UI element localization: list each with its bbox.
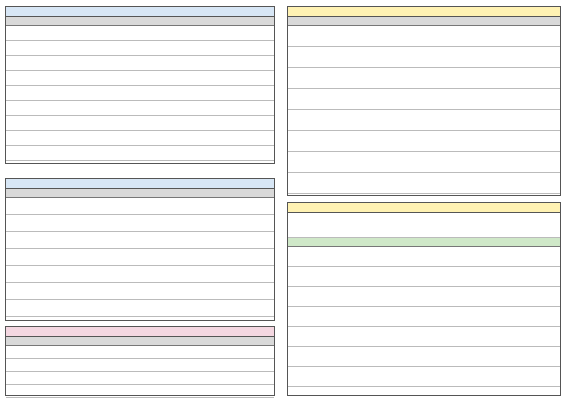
section-right-bottom-title	[288, 203, 560, 213]
section-left-middle-body	[6, 198, 274, 317]
table-row	[6, 249, 274, 266]
table-row	[6, 359, 274, 372]
table-row	[6, 86, 274, 101]
section-left-middle-title	[6, 179, 274, 189]
table-row	[6, 131, 274, 146]
table-row	[288, 68, 560, 89]
table-row	[6, 41, 274, 56]
table-row	[288, 26, 560, 47]
table-row	[288, 287, 560, 307]
section-left-middle-column-headers	[6, 189, 274, 198]
section-right-top-body	[288, 26, 560, 194]
table-row	[6, 198, 274, 215]
table-row	[288, 267, 560, 287]
table-row	[288, 367, 560, 387]
table-row	[6, 56, 274, 71]
section-left-top-body	[6, 26, 274, 161]
section-right-bottom-body	[288, 247, 560, 387]
table-row	[6, 385, 274, 398]
section-right-bottom	[287, 202, 561, 396]
section-left-bottom-column-headers	[6, 337, 274, 346]
table-row	[288, 152, 560, 173]
section-right-top-title	[288, 7, 560, 17]
section-right-bottom-intro	[288, 213, 560, 238]
table-row	[6, 26, 274, 41]
table-row	[288, 307, 560, 327]
section-right-top	[287, 6, 561, 196]
table-row	[6, 71, 274, 86]
section-left-top-title	[6, 7, 274, 17]
table-row	[288, 327, 560, 347]
section-left-bottom-body	[6, 346, 274, 398]
table-row	[6, 283, 274, 300]
section-left-top	[5, 6, 275, 164]
table-row	[6, 372, 274, 385]
table-row	[288, 110, 560, 131]
section-right-bottom-column-headers	[288, 238, 560, 247]
table-row	[6, 266, 274, 283]
table-row	[288, 247, 560, 267]
table-row	[6, 146, 274, 161]
table-row	[288, 173, 560, 194]
table-row	[288, 131, 560, 152]
section-left-bottom	[5, 326, 275, 396]
table-row	[6, 300, 274, 317]
section-left-top-column-headers	[6, 17, 274, 26]
table-row	[6, 215, 274, 232]
table-row	[6, 232, 274, 249]
section-right-top-column-headers	[288, 17, 560, 26]
table-row	[6, 116, 274, 131]
section-left-bottom-title	[6, 327, 274, 337]
table-row	[6, 101, 274, 116]
table-row	[288, 347, 560, 367]
table-row	[6, 346, 274, 359]
table-row	[288, 89, 560, 110]
table-row	[288, 47, 560, 68]
section-left-middle	[5, 178, 275, 321]
